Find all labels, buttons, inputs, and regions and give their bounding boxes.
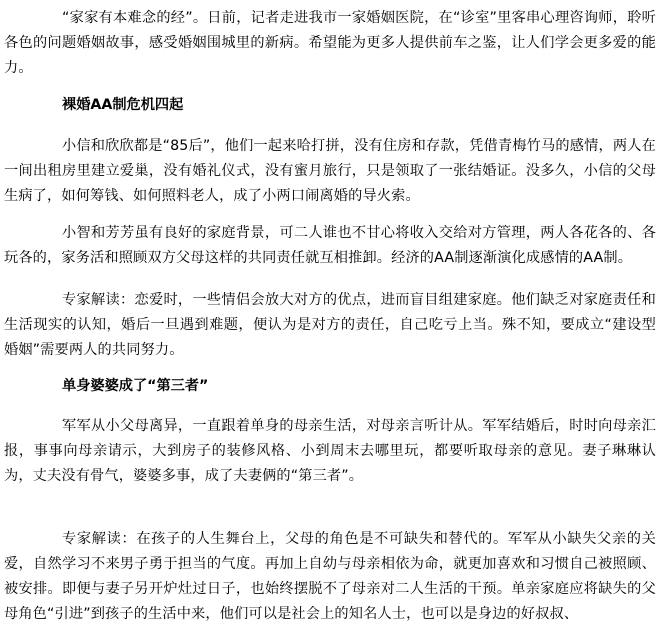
- section-heading-1: 裸婚AA制危机四起: [62, 97, 184, 113]
- story-paragraph-2: 小智和芳芳虽有良好的家庭背景，可二人谁也不甘心将收入交给对方管理，两人各花各的、各玩各的，家务活和照顾双方父母这样的共同责任就互相推卸。经济的AA制逐渐演化成感情的AA制。: [4, 225, 656, 266]
- expert-comment-1: 专家解读：恋爱时，一些情侣会放大对方的优点，进而盲目组建家庭。他们缺乏对家庭责任和生活现实的认知，婚后一旦遇到难题，便认为是对方的责任，自己吃亏上当。殊不知，要成立“建设型婚姻”需要两人的共同努力。: [4, 292, 656, 358]
- intro-paragraph: “家家有本难念的经”。日前，记者走进我市一家婚姻医院，在“诊室”里客串心理咨询师，聆听各色的问题婚姻故事，感受婚姻围城里的新病。希望能为更多人提供前车之鉴，让人们学会更多爱的能力。: [4, 10, 656, 76]
- story-paragraph-1: 小信和欣欣都是“85后”，他们一起来哈打拼，没有住房和存款，凭借青梅竹马的感情，两人在一间出租房里建立爱巢，没有婚礼仪式，没有蜜月旅行，只是领取了一张结婚证。没多久，小信的父母生病了，如何筹钱、如何照料老人，成了小两口闹离婚的导火索。: [4, 138, 656, 204]
- section-heading-2: 单身婆婆成了“第三者”: [62, 378, 209, 394]
- expert-comment-2: 专家解读：在孩子的人生舞台上，父母的角色是不可缺失和替代的。军军从小缺失父亲的关爱，自然学习不来男子勇于担当的气度。再加上自幼与母亲相依为命，就更加喜欢和习惯自己被照顾、被安排。即便与妻子另开炉灶过日子，也始终摆脱不了母亲对二人生活的干预。单亲家庭应将缺失的父母角色“引进”到孩子的生活中来，他们可以是社会上的知名人士，也可以是身边的好叔叔、: [4, 531, 656, 622]
- story-paragraph-3: 军军从小父母离异，一直跟着单身的母亲生活，对母亲言听计从。军军结婚后，时时向母亲汇报，事事向母亲请示，大到房子的装修风格、小到周末去哪里玩，都要听取母亲的意见。妻子琳琳认为，丈夫没有骨气，婆婆多事，成了夫妻俩的“第三者”。: [4, 418, 656, 484]
